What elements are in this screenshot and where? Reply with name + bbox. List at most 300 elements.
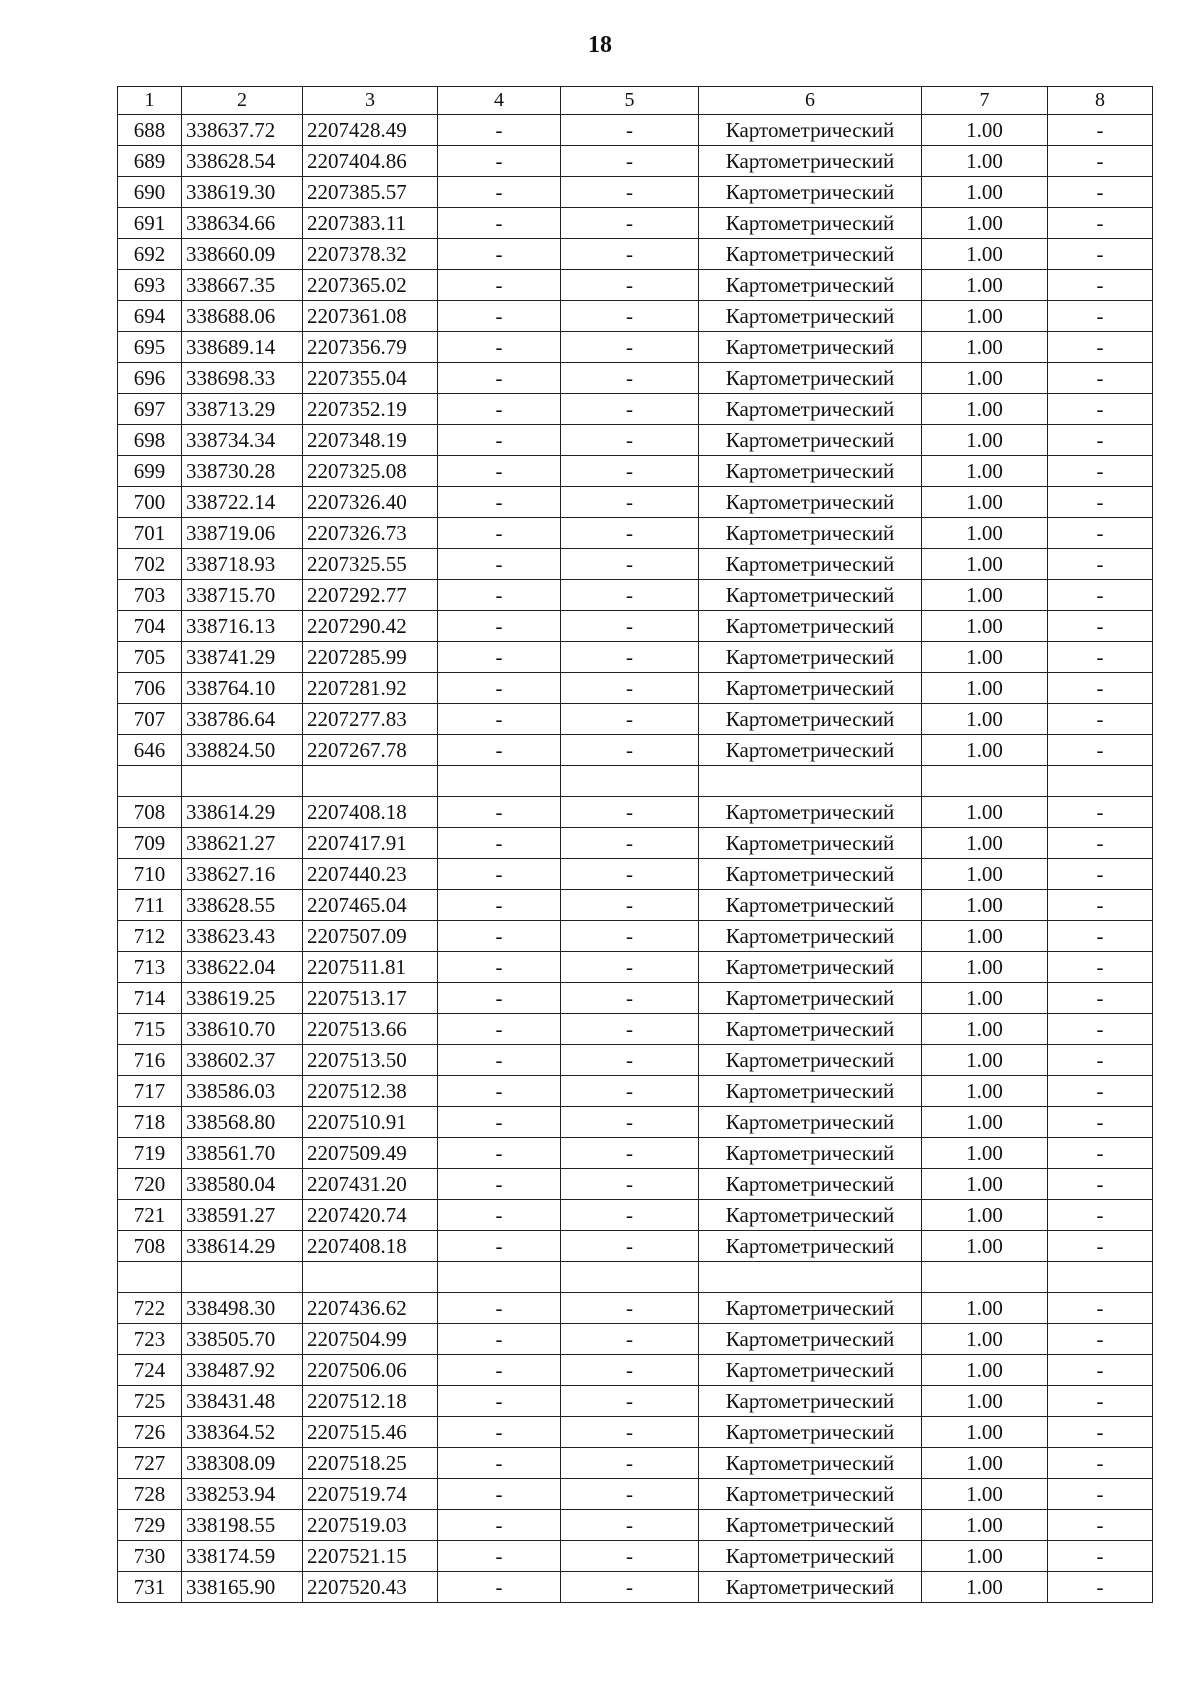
point-number-cell: 720 (118, 1169, 182, 1200)
col4-cell: - (438, 239, 561, 270)
col4-cell: - (438, 580, 561, 611)
method-cell: Картометрический (699, 363, 922, 394)
table-row (118, 270, 1153, 301)
col5-cell: - (561, 239, 699, 270)
header-cell: 6 (699, 87, 922, 115)
point-number-cell: 693 (118, 270, 182, 301)
method-cell: Картометрический (699, 1386, 922, 1417)
col4-cell: - (438, 952, 561, 983)
y-coordinate-cell: 2207428.49 (303, 115, 438, 146)
accuracy-cell (922, 766, 1048, 797)
y-coordinate-cell: 2207292.77 (303, 580, 438, 611)
col8-cell: - (1048, 828, 1153, 859)
method-cell: Картометрический (699, 1076, 922, 1107)
accuracy-cell: 1.00 (922, 1014, 1048, 1045)
col4-cell: - (438, 1200, 561, 1231)
col5-cell: - (561, 642, 699, 673)
method-cell: Картометрический (699, 859, 922, 890)
table-row (118, 1479, 1153, 1510)
method-cell: Картометрический (699, 704, 922, 735)
accuracy-cell (922, 1262, 1048, 1293)
x-coordinate-cell: 338165.90 (182, 1572, 303, 1603)
col4-cell: - (438, 1138, 561, 1169)
point-number-cell: 721 (118, 1200, 182, 1231)
x-coordinate-cell: 338634.66 (182, 208, 303, 239)
accuracy-cell: 1.00 (922, 1169, 1048, 1200)
x-coordinate-cell: 338622.04 (182, 952, 303, 983)
col4-cell: - (438, 797, 561, 828)
col8-cell: - (1048, 704, 1153, 735)
x-coordinate-cell: 338734.34 (182, 425, 303, 456)
method-cell: Картометрический (699, 1324, 922, 1355)
col8-cell (1048, 766, 1153, 797)
table-row (118, 146, 1153, 177)
table-row (118, 1324, 1153, 1355)
table-row (118, 394, 1153, 425)
point-number-cell: 701 (118, 518, 182, 549)
col4-cell: - (438, 1572, 561, 1603)
point-number-cell: 708 (118, 1231, 182, 1262)
x-coordinate-cell: 338660.09 (182, 239, 303, 270)
col4-cell: - (438, 177, 561, 208)
col8-cell: - (1048, 952, 1153, 983)
col4-cell: - (438, 735, 561, 766)
x-coordinate-cell: 338764.10 (182, 673, 303, 704)
col5-cell: - (561, 115, 699, 146)
y-coordinate-cell: 2207326.40 (303, 487, 438, 518)
col5-cell: - (561, 1572, 699, 1603)
x-coordinate-cell: 338741.29 (182, 642, 303, 673)
col5-cell: - (561, 456, 699, 487)
col8-cell: - (1048, 642, 1153, 673)
table-row (118, 1076, 1153, 1107)
x-coordinate-cell: 338174.59 (182, 1541, 303, 1572)
x-coordinate-cell: 338586.03 (182, 1076, 303, 1107)
col4-cell: - (438, 1448, 561, 1479)
accuracy-cell: 1.00 (922, 828, 1048, 859)
col5-cell: - (561, 1076, 699, 1107)
col4-cell: - (438, 301, 561, 332)
x-coordinate-cell: 338637.72 (182, 115, 303, 146)
y-coordinate-cell: 2207417.91 (303, 828, 438, 859)
col8-cell: - (1048, 146, 1153, 177)
method-cell: Картометрический (699, 1417, 922, 1448)
x-coordinate-cell: 338627.16 (182, 859, 303, 890)
col5-cell: - (561, 1231, 699, 1262)
table-row (118, 1572, 1153, 1603)
method-cell: Картометрический (699, 1572, 922, 1603)
method-cell: Картометрический (699, 673, 922, 704)
col4-cell (438, 1262, 561, 1293)
method-cell: Картометрический (699, 1138, 922, 1169)
method-cell: Картометрический (699, 580, 922, 611)
point-number-cell: 694 (118, 301, 182, 332)
point-number-cell: 697 (118, 394, 182, 425)
point-number-cell: 723 (118, 1324, 182, 1355)
table-row (118, 208, 1153, 239)
accuracy-cell: 1.00 (922, 425, 1048, 456)
table-row (118, 890, 1153, 921)
method-cell: Картометрический (699, 394, 922, 425)
point-number-cell: 715 (118, 1014, 182, 1045)
col4-cell: - (438, 208, 561, 239)
method-cell: Картометрический (699, 1293, 922, 1324)
table-row (118, 1169, 1153, 1200)
method-cell: Картометрический (699, 208, 922, 239)
y-coordinate-cell: 2207356.79 (303, 332, 438, 363)
point-number-cell: 699 (118, 456, 182, 487)
method-cell: Картометрический (699, 270, 922, 301)
col4-cell: - (438, 921, 561, 952)
col8-cell: - (1048, 425, 1153, 456)
method-cell: Картометрический (699, 983, 922, 1014)
col8-cell: - (1048, 1572, 1153, 1603)
col4-cell: - (438, 115, 561, 146)
col8-cell: - (1048, 611, 1153, 642)
col5-cell: - (561, 394, 699, 425)
y-coordinate-cell: 2207436.62 (303, 1293, 438, 1324)
col5-cell (561, 1262, 699, 1293)
col5-cell: - (561, 425, 699, 456)
point-number-cell: 717 (118, 1076, 182, 1107)
col5-cell: - (561, 301, 699, 332)
accuracy-cell: 1.00 (922, 115, 1048, 146)
x-coordinate-cell: 338498.30 (182, 1293, 303, 1324)
point-number-cell: 688 (118, 115, 182, 146)
x-coordinate-cell: 338628.54 (182, 146, 303, 177)
header-cell: 3 (303, 87, 438, 115)
point-number-cell: 728 (118, 1479, 182, 1510)
x-coordinate-cell (182, 766, 303, 797)
method-cell: Картометрический (699, 1448, 922, 1479)
point-number-cell: 704 (118, 611, 182, 642)
accuracy-cell: 1.00 (922, 146, 1048, 177)
method-cell: Картометрический (699, 1510, 922, 1541)
point-number-cell: 727 (118, 1448, 182, 1479)
col8-cell: - (1048, 487, 1153, 518)
col8-cell: - (1048, 1324, 1153, 1355)
table-row (118, 1138, 1153, 1169)
accuracy-cell: 1.00 (922, 1231, 1048, 1262)
col5-cell: - (561, 549, 699, 580)
table-row (118, 549, 1153, 580)
y-coordinate-cell: 2207521.15 (303, 1541, 438, 1572)
y-coordinate-cell: 2207509.49 (303, 1138, 438, 1169)
col8-cell: - (1048, 1386, 1153, 1417)
point-number-cell: 713 (118, 952, 182, 983)
method-cell: Картометрический (699, 177, 922, 208)
col8-cell: - (1048, 332, 1153, 363)
accuracy-cell: 1.00 (922, 1417, 1048, 1448)
col5-cell: - (561, 1200, 699, 1231)
y-coordinate-cell: 2207420.74 (303, 1200, 438, 1231)
point-number-cell: 690 (118, 177, 182, 208)
table-row (118, 1014, 1153, 1045)
x-coordinate-cell: 338198.55 (182, 1510, 303, 1541)
table-row (118, 332, 1153, 363)
coordinates-table (117, 86, 1153, 1603)
table-row (118, 115, 1153, 146)
col4-cell: - (438, 642, 561, 673)
header-cell: 5 (561, 87, 699, 115)
y-coordinate-cell: 2207355.04 (303, 363, 438, 394)
y-coordinate-cell: 2207520.43 (303, 1572, 438, 1603)
table-row (118, 1262, 1153, 1293)
col4-cell: - (438, 1169, 561, 1200)
col4-cell: - (438, 1417, 561, 1448)
accuracy-cell: 1.00 (922, 1200, 1048, 1231)
x-coordinate-cell: 338824.50 (182, 735, 303, 766)
col4-cell: - (438, 1014, 561, 1045)
y-coordinate-cell: 2207513.17 (303, 983, 438, 1014)
method-cell: Картометрический (699, 487, 922, 518)
method-cell: Картометрический (699, 735, 922, 766)
y-coordinate-cell: 2207513.66 (303, 1014, 438, 1045)
table-row (118, 766, 1153, 797)
y-coordinate-cell: 2207352.19 (303, 394, 438, 425)
accuracy-cell: 1.00 (922, 673, 1048, 704)
method-cell: Картометрический (699, 642, 922, 673)
col5-cell: - (561, 704, 699, 735)
col5-cell: - (561, 1417, 699, 1448)
x-coordinate-cell: 338487.92 (182, 1355, 303, 1386)
col4-cell: - (438, 1076, 561, 1107)
y-coordinate-cell: 2207519.74 (303, 1479, 438, 1510)
col5-cell: - (561, 921, 699, 952)
col4-cell: - (438, 146, 561, 177)
y-coordinate-cell: 2207348.19 (303, 425, 438, 456)
point-number-cell: 689 (118, 146, 182, 177)
col8-cell: - (1048, 1107, 1153, 1138)
col4-cell: - (438, 1231, 561, 1262)
col4-cell: - (438, 673, 561, 704)
col8-cell: - (1048, 1479, 1153, 1510)
accuracy-cell: 1.00 (922, 890, 1048, 921)
point-number-cell (118, 1262, 182, 1293)
y-coordinate-cell: 2207440.23 (303, 859, 438, 890)
accuracy-cell: 1.00 (922, 1293, 1048, 1324)
col8-cell: - (1048, 549, 1153, 580)
y-coordinate-cell (303, 766, 438, 797)
col5-cell: - (561, 1293, 699, 1324)
accuracy-cell: 1.00 (922, 1324, 1048, 1355)
accuracy-cell: 1.00 (922, 270, 1048, 301)
point-number-cell: 707 (118, 704, 182, 735)
col5-cell: - (561, 1479, 699, 1510)
x-coordinate-cell: 338628.55 (182, 890, 303, 921)
y-coordinate-cell: 2207277.83 (303, 704, 438, 735)
accuracy-cell: 1.00 (922, 394, 1048, 425)
point-number-cell: 700 (118, 487, 182, 518)
col5-cell: - (561, 363, 699, 394)
col4-cell: - (438, 890, 561, 921)
col8-cell: - (1048, 983, 1153, 1014)
point-number-cell: 695 (118, 332, 182, 363)
method-cell: Картометрический (699, 239, 922, 270)
x-coordinate-cell: 338505.70 (182, 1324, 303, 1355)
x-coordinate-cell: 338719.06 (182, 518, 303, 549)
accuracy-cell: 1.00 (922, 735, 1048, 766)
col5-cell: - (561, 1014, 699, 1045)
col4-cell: - (438, 1541, 561, 1572)
col5-cell: - (561, 208, 699, 239)
col5-cell: - (561, 177, 699, 208)
table-row (118, 1355, 1153, 1386)
point-number-cell: 716 (118, 1045, 182, 1076)
y-coordinate-cell: 2207518.25 (303, 1448, 438, 1479)
table-row (118, 1293, 1153, 1324)
col8-cell: - (1048, 673, 1153, 704)
col4-cell: - (438, 611, 561, 642)
table-row (118, 456, 1153, 487)
method-cell: Картометрический (699, 115, 922, 146)
point-number-cell: 729 (118, 1510, 182, 1541)
method-cell: Картометрический (699, 1479, 922, 1510)
col4-cell: - (438, 704, 561, 735)
accuracy-cell: 1.00 (922, 177, 1048, 208)
accuracy-cell: 1.00 (922, 580, 1048, 611)
accuracy-cell: 1.00 (922, 1076, 1048, 1107)
col5-cell: - (561, 735, 699, 766)
header-cell: 7 (922, 87, 1048, 115)
method-cell: Картометрический (699, 146, 922, 177)
col5-cell: - (561, 518, 699, 549)
col5-cell: - (561, 828, 699, 859)
table-row (118, 1231, 1153, 1262)
accuracy-cell: 1.00 (922, 518, 1048, 549)
y-coordinate-cell: 2207511.81 (303, 952, 438, 983)
point-number-cell: 710 (118, 859, 182, 890)
table-row (118, 1541, 1153, 1572)
x-coordinate-cell: 338561.70 (182, 1138, 303, 1169)
col8-cell: - (1048, 921, 1153, 952)
accuracy-cell: 1.00 (922, 456, 1048, 487)
x-coordinate-cell: 338718.93 (182, 549, 303, 580)
table-row (118, 518, 1153, 549)
method-cell: Картометрический (699, 1014, 922, 1045)
accuracy-cell: 1.00 (922, 797, 1048, 828)
col4-cell: - (438, 1324, 561, 1355)
col5-cell: - (561, 1169, 699, 1200)
col8-cell: - (1048, 1200, 1153, 1231)
accuracy-cell: 1.00 (922, 1138, 1048, 1169)
col4-cell: - (438, 456, 561, 487)
x-coordinate-cell: 338614.29 (182, 1231, 303, 1262)
table-row (118, 363, 1153, 394)
table-row (118, 425, 1153, 456)
y-coordinate-cell: 2207285.99 (303, 642, 438, 673)
accuracy-cell: 1.00 (922, 1386, 1048, 1417)
y-coordinate-cell: 2207365.02 (303, 270, 438, 301)
point-number-cell: 709 (118, 828, 182, 859)
col8-cell: - (1048, 1541, 1153, 1572)
y-coordinate-cell: 2207408.18 (303, 797, 438, 828)
col4-cell: - (438, 1510, 561, 1541)
accuracy-cell: 1.00 (922, 642, 1048, 673)
table-row (118, 952, 1153, 983)
accuracy-cell: 1.00 (922, 1479, 1048, 1510)
col5-cell: - (561, 1138, 699, 1169)
col8-cell: - (1048, 394, 1153, 425)
x-coordinate-cell: 338602.37 (182, 1045, 303, 1076)
method-cell: Картометрический (699, 1045, 922, 1076)
point-number-cell: 731 (118, 1572, 182, 1603)
col4-cell: - (438, 828, 561, 859)
col4-cell: - (438, 859, 561, 890)
y-coordinate-cell: 2207513.50 (303, 1045, 438, 1076)
point-number-cell: 698 (118, 425, 182, 456)
header-cell: 2 (182, 87, 303, 115)
accuracy-cell: 1.00 (922, 487, 1048, 518)
point-number-cell: 692 (118, 239, 182, 270)
col5-cell: - (561, 580, 699, 611)
col4-cell: - (438, 1293, 561, 1324)
x-coordinate-cell: 338619.25 (182, 983, 303, 1014)
method-cell: Картометрический (699, 952, 922, 983)
x-coordinate-cell: 338591.27 (182, 1200, 303, 1231)
y-coordinate-cell: 2207507.09 (303, 921, 438, 952)
accuracy-cell: 1.00 (922, 1355, 1048, 1386)
point-number-cell: 708 (118, 797, 182, 828)
x-coordinate-cell: 338786.64 (182, 704, 303, 735)
col8-cell: - (1048, 177, 1153, 208)
method-cell: Картометрический (699, 1355, 922, 1386)
y-coordinate-cell: 2207281.92 (303, 673, 438, 704)
method-cell: Картометрический (699, 518, 922, 549)
col5-cell: - (561, 1448, 699, 1479)
x-coordinate-cell: 338698.33 (182, 363, 303, 394)
col8-cell: - (1048, 456, 1153, 487)
y-coordinate-cell: 2207326.73 (303, 518, 438, 549)
point-number-cell: 722 (118, 1293, 182, 1324)
col8-cell: - (1048, 1014, 1153, 1045)
x-coordinate-cell: 338621.27 (182, 828, 303, 859)
method-cell: Картометрический (699, 456, 922, 487)
y-coordinate-cell: 2207290.42 (303, 611, 438, 642)
table-row (118, 1045, 1153, 1076)
accuracy-cell: 1.00 (922, 921, 1048, 952)
col8-cell: - (1048, 890, 1153, 921)
y-coordinate-cell: 2207404.86 (303, 146, 438, 177)
accuracy-cell: 1.00 (922, 1448, 1048, 1479)
accuracy-cell: 1.00 (922, 1572, 1048, 1603)
x-coordinate-cell: 338308.09 (182, 1448, 303, 1479)
point-number-cell: 696 (118, 363, 182, 394)
accuracy-cell: 1.00 (922, 1107, 1048, 1138)
table-row (118, 921, 1153, 952)
col5-cell: - (561, 1510, 699, 1541)
table-row (118, 580, 1153, 611)
method-cell (699, 766, 922, 797)
method-cell: Картометрический (699, 1107, 922, 1138)
col4-cell: - (438, 1045, 561, 1076)
col4-cell: - (438, 363, 561, 394)
table-row (118, 983, 1153, 1014)
y-coordinate-cell: 2207408.18 (303, 1231, 438, 1262)
x-coordinate-cell: 338253.94 (182, 1479, 303, 1510)
point-number-cell: 705 (118, 642, 182, 673)
table-row (118, 1510, 1153, 1541)
x-coordinate-cell: 338722.14 (182, 487, 303, 518)
y-coordinate-cell: 2207383.11 (303, 208, 438, 239)
col8-cell (1048, 1262, 1153, 1293)
col4-cell: - (438, 1479, 561, 1510)
accuracy-cell: 1.00 (922, 332, 1048, 363)
method-cell: Картометрический (699, 332, 922, 363)
table-row (118, 735, 1153, 766)
accuracy-cell: 1.00 (922, 952, 1048, 983)
col5-cell: - (561, 487, 699, 518)
